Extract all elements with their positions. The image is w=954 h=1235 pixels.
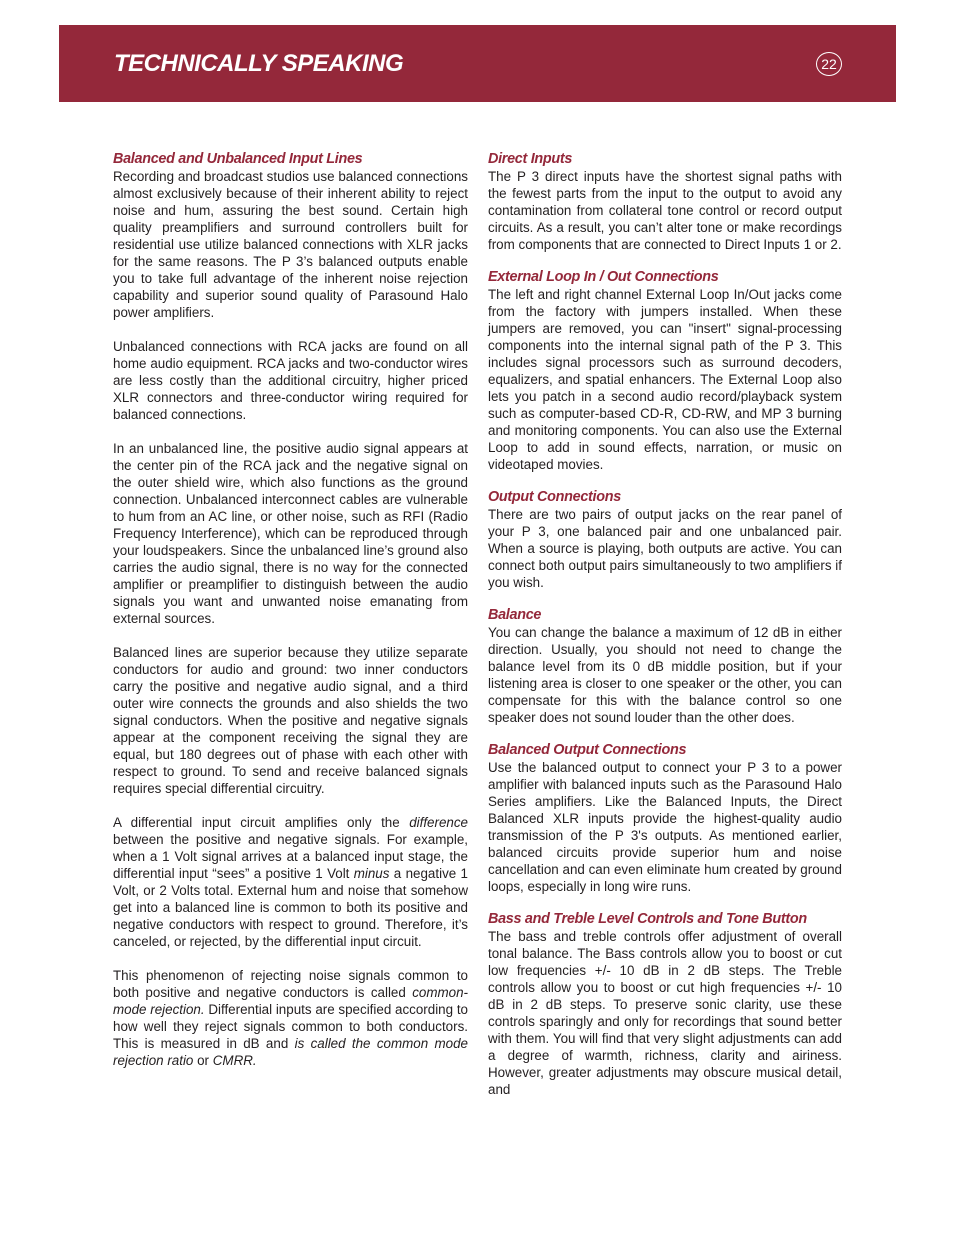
page-title: TECHNICALLY SPEAKING [114,50,404,77]
paragraph: Recording and broadcast studios use balanced connections almost exclusively because of their inherent ability to reject noise and hum, assuring the best sound. Certain high quality preamplifiers and surround controllers built for residential use utilize balanced connections with XLR jacks for the same reasons. The P 3’s balanced outputs enable you to take full advantage of the inherent noise rejection capability and superior sound quality of Parasound Halo power amplifiers. [113,169,468,320]
paragraph: There are two pairs of output jacks on the rear panel of your P 3, one balanced pair and one unbalanced pair. When a source is playing, both outputs are active. You can connect both output pairs simultaneously to two amplifiers if you wish. [488,507,842,590]
paragraph: The bass and treble controls offer adjustment of overall tonal balance. The Bass controls allow you to boost or cut low frequencies +/- 10 dB in 2 dB steps. The Treble controls allow you to boost or cut high frequencies +/- 10 dB in 2 dB steps. To preserve sonic clarity, use these controls sparingly and only for recordings that sound better with them. You will find that very slight adjustments can add a degree of warmth, richness, clarity and airiness. However, greater adjustments may obscure musical detail, and [488,929,842,1097]
paragraph: The left and right channel External Loop In/Out jacks come from the factory with jumpers installed. When these jumpers are removed, you can "insert" signal-processing components into the internal signal path of the P 3. This includes signal processors such as surround decoders, equalizers, and spatial enhancers. The External Loop also lets you patch in a second audio record/playback system such as computer-based CD-R, CD-RW, and MP 3 burning and monitoring components. You can also use the External Loop to add in sound effects, narration, or music on videotaped movies. [488,287,842,472]
right-column [488,150,842,1098]
section-heading-output-connections: Output Connections [488,489,621,505]
paragraph: Use the balanced output to connect your P 3 to a power amplifier with balanced inputs such as the Parasound Halo Series amplifiers. Like the Balanced Inputs, the Direct Balanced XLR inputs provide the highest-quality audio transmission of the P 3's outputs. As mentioned earlier, balanced circuits provide superior hum and noise cancellation and can even eliminate hum created by ground loops, especially in long wire runs. [488,760,842,894]
section-heading-direct-inputs: Direct Inputs [488,151,573,167]
section-heading-external-loop: External Loop In / Out Connections [488,269,719,285]
paragraph: Balanced lines are superior because they utilize separate conductors for audio and ground: two inner conductors carry the positive and negative audio signal, and a third outer wire connects the grounds and also shields the two signal conductors. When the positive and negative signals appear at the component receiving the signal they are equal, but 180 degrees out of phase with each other with respect to ground. To send and receive balanced signals requires special differential circuitry. [113,645,468,796]
left-column [113,150,468,1069]
paragraph-cmrr: This phenomenon of rejecting noise signals common to both positive and negative conductors is called common-mode rejection. Differential inputs are specified according to how well they reject signals common to both conductors. This is measured in dB and is called the common mode rejection ratio or CMRR. [113,968,468,1068]
page-number-badge: 22 [816,52,842,76]
header-banner [59,25,896,102]
section-heading-balanced-output: Balanced Output Connections [488,742,687,758]
section-heading-bass-treble: Bass and Treble Level Controls and Tone Button [488,911,807,927]
paragraph: Unbalanced connections with RCA jacks are found on all home audio equipment. RCA jacks and two-conductor wires are less costly than the additional circuitry, higher priced XLR connectors and three-conductor wiring required for balanced connections. [113,339,468,422]
section-heading-balanced-unbalanced: Balanced and Unbalanced Input Lines [113,151,363,167]
paragraph-differential: A differential input circuit amplifies only the difference between the positive and negative signals. For example, when a 1 Volt signal arrives at a balanced input stage, the differential input “sees” a positive 1 Volt minus a negative 1 Volt, or 2 Volts total. External hum and noise that somehow get into a balanced line is common to both its positive and negative conductors with respect to ground. Therefore, it’s canceled, or rejected, by the differential input circuit. [113,815,468,949]
paragraph: You can change the balance a maximum of 12 dB in either direction. Usually, you should not need to change the balance level from its 0 dB middle position, but if your listening area is closer to one speaker or the other, you can compensate for this with the balance control so one speaker does not sound louder than the other does. [488,625,842,725]
paragraph: The P 3 direct inputs have the shortest signal paths with the fewest parts from the input to the output to avoid any contamination from collateral tone control or record output circuits. As a result, you can’t alter tone or make recordings from components that are connected to Direct Inputs 1 or 2. [488,169,842,252]
section-heading-balance: Balance [488,607,542,623]
paragraph: In an unbalanced line, the positive audio signal appears at the center pin of the RCA jack and the negative signal on the outer shield wire, which also functions as the ground connection. Unbalanced interconnect cables are vulnerable to hum from an AC line, or other noise, such as RFI (Radio Frequency Interference), which can be reproduced through your loudspeakers. Since the unbalanced line’s ground also carries the audio signal, there is no way for the connected amplifier or preamplifier to distinguish between the audio signals you want and unwanted noise emanating from external sources. [113,441,468,626]
